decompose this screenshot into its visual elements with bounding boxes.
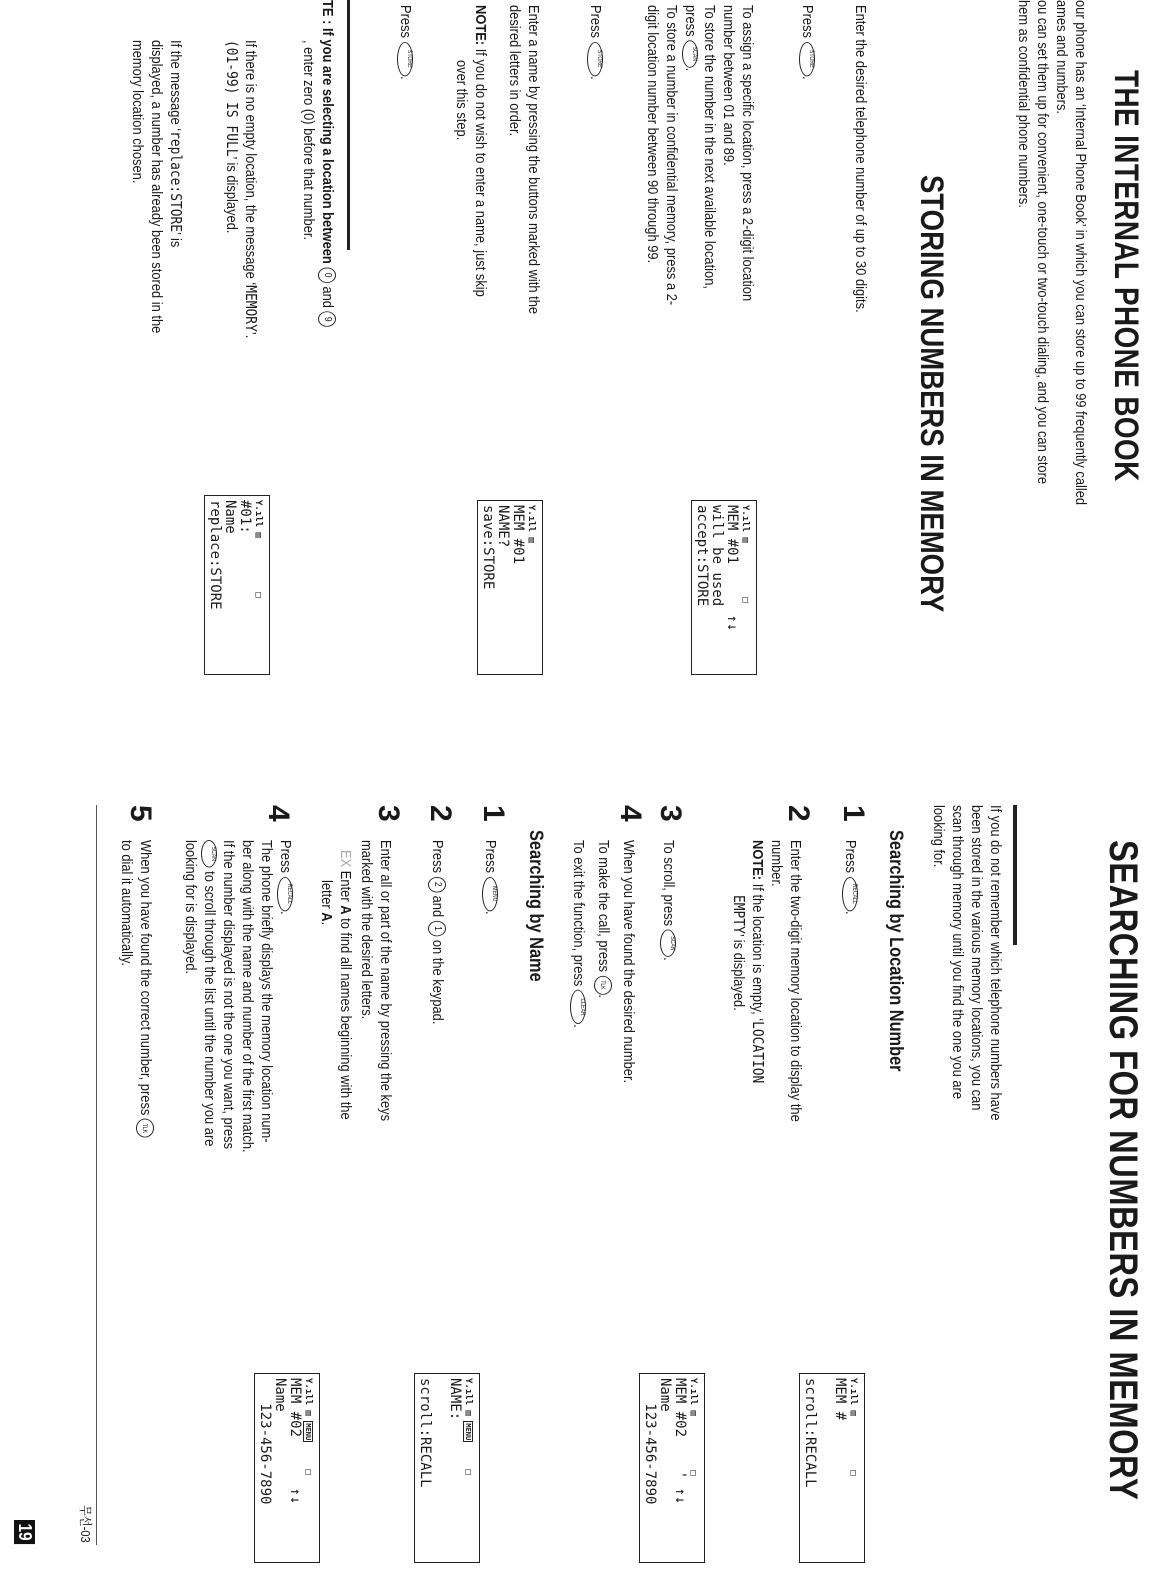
store-key-icon-2: STORE bbox=[587, 42, 603, 76]
page-title-searching: SEARCHING FOR NUMBERS IN MEMORY bbox=[1101, 840, 1145, 1501]
page-title-phone-book: THE INTERNAL PHONE BOOK bbox=[1107, 70, 1145, 482]
store-step-3-line-2: number between 01 and 89. bbox=[720, 5, 737, 166]
name-step-2: Press 2 and 1 on the keypad. bbox=[429, 840, 446, 1025]
search-intro-3: scan through memory until you find the one you are bbox=[949, 805, 966, 1100]
store-step-3-line-1: To assign a specific location, press a 2-digit location bbox=[739, 5, 756, 302]
lcd-status-indicators: Y.ıll ▥ □ bbox=[740, 505, 750, 603]
name-step-4-line-4: SCAN to scroll through the list until the number you are bbox=[200, 840, 219, 1146]
store-step-2: Press STORE. bbox=[799, 5, 816, 80]
scan-key-icon: SCAN bbox=[682, 40, 698, 68]
store-step-4: Press STORE. bbox=[587, 5, 604, 80]
name-step-3-line-1: Enter all or part of the name by pressing the keys bbox=[377, 840, 394, 1122]
bottom-rule bbox=[96, 805, 97, 1545]
clear-key-icon: CLEAR bbox=[570, 990, 586, 1024]
name-step-4-line-2: ber along with the name and number of the first match. bbox=[239, 840, 256, 1153]
recall-key-icon-2: RECALL bbox=[277, 877, 293, 911]
store-step-5-line-1: Enter a name by pressing the buttons marked with the bbox=[525, 5, 542, 315]
recall-key-icon: RECALL bbox=[842, 877, 858, 911]
name-step-4-line-5: looking for is displayed. bbox=[182, 840, 199, 975]
lcd-name-prompt: Y.ıll ▥ MEM #01 NAME? save:STORE bbox=[477, 500, 543, 675]
talk-key-icon: TLK bbox=[594, 976, 612, 995]
store-step-6: Press STORE. bbox=[397, 5, 414, 80]
note-replace-2: displayed, a number has already been stored in the bbox=[148, 40, 165, 334]
loc-step-2-line-1: Enter the two-digit memory location to display the bbox=[787, 840, 804, 1122]
store-step-3-line-4: press SCAN. bbox=[682, 5, 699, 72]
subheading-name: Searching by Name bbox=[525, 830, 546, 982]
digit-9-key-icon: 9 bbox=[318, 312, 336, 327]
note-memory-full: If there is no empty location, the message ‘MEMORY’. bbox=[242, 40, 260, 339]
store-key-icon-3: STORE bbox=[397, 42, 413, 76]
lcd-status-indicators-4: Y.ıll ▥ □ bbox=[848, 1378, 858, 1476]
store-step-5-note: NOTE: If you do not wish to enter a name, just skip bbox=[472, 5, 489, 297]
step-number: 2 bbox=[424, 805, 457, 822]
name-step-5-line-1: When you have found the correct number, press TLK bbox=[136, 840, 155, 1138]
step-number: 1 bbox=[477, 805, 510, 822]
lcd-status-indicators-3: Y.ıll ▥ □ bbox=[253, 500, 263, 598]
loc-step-4-line-2: To make the call, press TLK. bbox=[595, 840, 612, 999]
step-number: 3 bbox=[372, 805, 405, 822]
note-selecting-location-2: , enter zero (0) before that number. bbox=[300, 40, 317, 241]
step-number: 4 bbox=[262, 805, 295, 822]
page-number: 19 bbox=[14, 1520, 35, 1544]
digit-2-key-icon: 2 bbox=[428, 877, 446, 892]
name-step-5-line-2: to dial it automatically. bbox=[118, 840, 135, 966]
intro-line-2: ames and numbers. bbox=[1053, 0, 1070, 115]
menu-key-icon: MENU bbox=[482, 877, 498, 911]
scan-key-icon-right: SCAN bbox=[660, 930, 676, 958]
talk-key-icon-2: TLK bbox=[136, 1119, 154, 1138]
name-step-4-line-1: The phone briefly displays the memory location num- bbox=[258, 840, 275, 1143]
loc-step-3: To scroll, press SCAN. bbox=[660, 840, 677, 961]
note-replace: If the message ‘replace:STORE’ is bbox=[167, 40, 185, 248]
note-selecting-location: TE : If you are selecting a location between 0 and 9 bbox=[318, 0, 337, 327]
step-number: 2 bbox=[782, 805, 815, 822]
search-intro-4: looking for. bbox=[930, 805, 947, 868]
store-step-5-line-2: desired letters in order. bbox=[506, 5, 523, 137]
lcd-mem-scroll: Y.ıll ▥ □ MEM # scroll:RECALL bbox=[799, 1373, 865, 1563]
loc-step-4-line-1: When you have found the desired number. bbox=[620, 840, 637, 1084]
corner-code: 무선-03 bbox=[78, 1505, 93, 1543]
intro-line-1: our phone has an ‘Internal Phone Book’ in which you can store up to 99 frequently called bbox=[1072, 0, 1089, 506]
digit-1-key-icon: 1 bbox=[428, 921, 446, 936]
store-step-3-line-3: To store the number in the next available location, bbox=[701, 5, 718, 289]
searching-memory-page bbox=[0, 805, 1175, 1570]
step-number: 5 bbox=[124, 805, 157, 822]
intro-line-3: ou can set them up for convenient, one-touch or two-touch dialing, and you can store bbox=[1034, 0, 1051, 485]
name-step-4-press: Press RECALL. bbox=[277, 840, 294, 915]
note-rule bbox=[347, 0, 350, 250]
intro-rule bbox=[1013, 805, 1017, 945]
digit-0-key-icon: 0 bbox=[318, 267, 336, 282]
step-number: 1 bbox=[837, 805, 870, 822]
store-step-3-line-5: To store a number in confidential memory, press a 2- bbox=[663, 5, 680, 306]
lcd-status-indicators-5: Y.ıll ▥ □ bbox=[688, 1378, 698, 1476]
step-number: 3 bbox=[654, 805, 687, 822]
step-number: 4 bbox=[614, 805, 647, 822]
name-step-3-line-2: marked with the desired letters. bbox=[358, 840, 375, 1020]
note-memory-full-2: (01-99) IS FULL’ is displayed. bbox=[223, 40, 241, 234]
loc-step-2-note: NOTE: If the location is empty, ‘LOCATION bbox=[749, 840, 767, 1084]
lcd-name-scroll: Y.ıll ▥ MENU □ NAME: scroll:RECALL bbox=[414, 1373, 480, 1563]
scan-key-icon-right-2: SCAN bbox=[201, 840, 217, 868]
lcd-status-indicators-2: Y.ıll ▥ bbox=[526, 505, 536, 543]
search-intro-2: been stored in the various memory locations, you can bbox=[968, 805, 985, 1111]
loc-step-4-line-3: To exit the function, press CLEAR. bbox=[570, 840, 587, 1028]
intro-line-4: hem as confidential phone numbers. bbox=[1015, 0, 1032, 208]
internal-phone-book-page bbox=[0, 0, 1175, 770]
store-step-1: Enter the desired telephone number of up to 30 digits. bbox=[852, 5, 869, 313]
name-step-1: Press MENU. bbox=[482, 840, 499, 915]
store-step-3-line-6: digit location number between 90 through 99. bbox=[644, 5, 661, 264]
lcd-name-mem-02: Y.ıll ▥ MENU □ MEM #02 ↑↓ Name 123-456-7890 bbox=[254, 1373, 320, 1563]
name-step-3-example-2: letter A. bbox=[318, 880, 335, 926]
lcd-will-be-used: Y.ıll ▥ □ MEM #01 ↑↓ will be used accept:STORE bbox=[691, 500, 757, 675]
store-step-5-note-2: over this step. bbox=[453, 60, 470, 141]
note-replace-3: memory location chosen. bbox=[129, 40, 146, 184]
store-key-icon: STORE bbox=[799, 42, 815, 76]
name-step-3-example: EX Enter A to find all names beginning with the bbox=[337, 850, 354, 1120]
name-step-4-line-3: If the number displayed is not the one you want, press bbox=[220, 840, 237, 1150]
loc-step-1: Press RECALL. bbox=[842, 840, 859, 915]
lcd-replace-store: Y.ıll ▥ □ #01: Name replace:STORE bbox=[204, 495, 270, 675]
loc-step-2-line-2: number. bbox=[768, 840, 785, 887]
loc-step-2-note-2: EMPTY’ is displayed. bbox=[730, 895, 748, 1011]
lcd-status-indicators-7: Y.ıll ▥ MENU □ bbox=[303, 1378, 313, 1475]
subheading-location: Searching by Location Number bbox=[885, 830, 906, 1072]
lcd-status-indicators-6: Y.ıll ▥ MENU □ bbox=[463, 1378, 473, 1475]
lcd-mem-02-number: Y.ıll ▥ □ MEM #02 ' ↑↓ Name 123-456-7890 bbox=[639, 1373, 705, 1563]
section-title-storing: STORING NUMBERS IN MEMORY bbox=[914, 175, 950, 613]
search-intro-1: If you do not remember which telephone numbers have bbox=[987, 805, 1004, 1121]
